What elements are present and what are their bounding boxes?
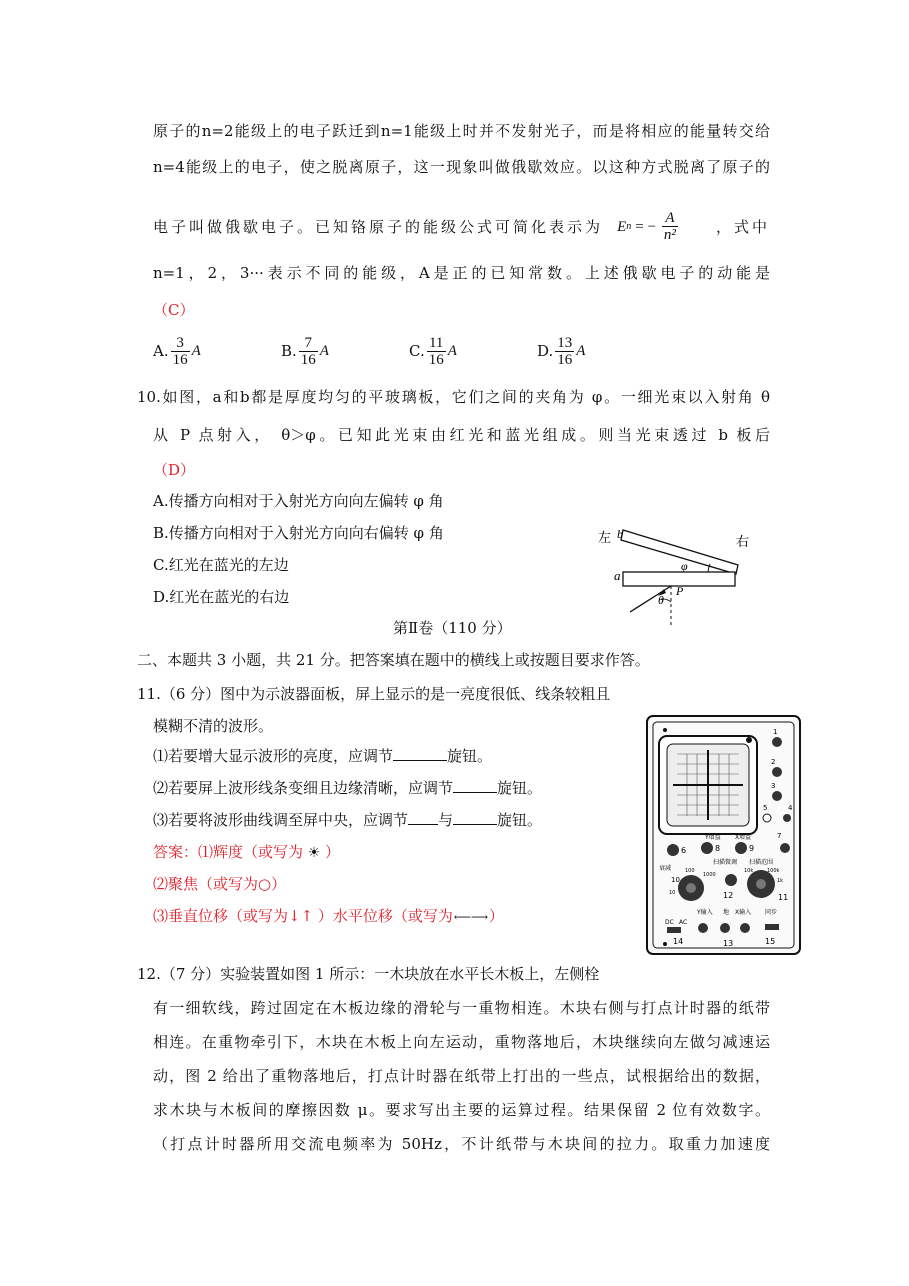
- ans3-end: ）: [488, 907, 504, 925]
- option-den: 16: [428, 351, 444, 368]
- svg-text:2: 2: [771, 758, 776, 766]
- sub1-end: 旋钮。: [447, 747, 493, 765]
- option-var: A: [191, 343, 201, 359]
- option-den: 16: [172, 351, 188, 368]
- q10-option-b: B.传播方向相对于入射光方向向右偏转 φ 角: [153, 524, 444, 542]
- sub3-end: 旋钮。: [497, 811, 543, 829]
- svg-text:10: 10: [671, 876, 680, 884]
- option-label: D.: [537, 342, 554, 360]
- q12-line-2: 有一细软线，跨过固定在木板边缘的滑轮与一重物相连。木块右侧与打点计时器的纸带: [153, 999, 770, 1017]
- label-phi: φ: [681, 559, 688, 573]
- option-num: 11: [427, 335, 446, 352]
- label-y-gain: Y增益: [705, 834, 721, 841]
- sub2-end: 旋钮。: [497, 779, 543, 797]
- svg-text:11: 11: [778, 893, 789, 902]
- ans1-text: 答案：⑴辉度（或写为: [153, 843, 304, 861]
- answer-blank-2: [453, 778, 497, 793]
- label-13: 13: [723, 939, 734, 948]
- q10-line-1: 10.如图，a和b都是厚度均匀的平玻璃板，它们之间的夹角为 φ。一细光束以入射角 θ: [137, 388, 770, 406]
- screw: [663, 942, 667, 946]
- q10-option-c: C.红光在蓝光的左边: [153, 556, 289, 574]
- option-num: 13: [557, 334, 573, 351]
- q11-answer-1: [153, 842, 340, 863]
- energy-formula: [617, 210, 680, 243]
- q9-options: [153, 331, 665, 371]
- q11-line-2: 模糊不清的波形。: [153, 717, 274, 735]
- section-title: 第Ⅱ卷（110 分）: [393, 619, 512, 637]
- label-x-input: X输入: [735, 909, 752, 916]
- plate-b: [621, 530, 738, 574]
- brightness-icon: ☀: [307, 845, 321, 861]
- q12-line-5: 求木块与木板间的摩擦因数 μ。要求写出主要的运算过程。结果保留 2 位有效数字。: [153, 1101, 770, 1119]
- option-label: B.: [281, 342, 297, 360]
- svg-text:3: 3: [771, 782, 776, 790]
- q11-sub-3: [153, 810, 542, 830]
- q9-answer-close: ）: [179, 301, 195, 319]
- sub3-text: ⑶若要将波形曲线调至屏中央，应调节: [153, 811, 409, 829]
- screw: [746, 737, 752, 743]
- range-10k: 10k: [744, 868, 754, 874]
- formula-sub: n: [626, 220, 632, 232]
- svg-text:14: 14: [673, 937, 684, 946]
- label-b: b: [617, 527, 623, 541]
- q9-option-d: [537, 335, 665, 368]
- q12-line-6: （打点计时器所用交流电频率为 50Hz，不计纸带与木块间的拉力。取重力加速度: [153, 1135, 770, 1153]
- screw: [663, 728, 667, 732]
- label-x-gain: X增益: [735, 834, 752, 841]
- q9-answer-open: （: [153, 301, 169, 319]
- option-var: A: [447, 343, 457, 359]
- svg-text:15: 15: [765, 937, 776, 946]
- label-p: P: [676, 584, 684, 598]
- q9-line-4: n=1，2，3···表示不同的能级，A是正的已知常数。上述俄歇电子的动能是: [153, 264, 770, 282]
- ans3-text: ⑶垂直位移（或写为↓↑ ）水平位移（或写为: [153, 907, 453, 925]
- q10-line-2: 从 P 点射入， θ＞φ。已知此光束由红光和蓝光组成。则当光束透过 b 板后: [153, 426, 770, 444]
- q9-line-3: [153, 210, 770, 243]
- q9-line-1: 原子的n=2能级上的电子跃迁到n=1能级上时并不发射光子，而是将相应的能量转交给: [153, 122, 770, 140]
- q10-option-d: D.红光在蓝光的右边: [153, 588, 290, 606]
- sub3-mid: 与: [438, 811, 454, 829]
- section-intro: 二、本题共 3 小题，共 21 分。把答案填在题中的横线上或按题目要求作答。: [137, 651, 650, 669]
- option-var: A: [319, 343, 329, 359]
- oscilloscope-panel: [645, 714, 803, 956]
- label-theta: θ: [658, 593, 664, 607]
- svg-text:5: 5: [763, 804, 768, 812]
- answer-blank-3: [408, 810, 438, 825]
- formula-lhs: E: [617, 218, 627, 235]
- svg-text:7: 7: [777, 832, 782, 840]
- option-fraction: [427, 335, 446, 368]
- q11-sub-2: [153, 778, 542, 798]
- option-fraction: [555, 335, 574, 368]
- svg-text:1: 1: [773, 728, 778, 736]
- label-left: 左: [598, 531, 612, 546]
- y-input-terminal: [698, 923, 708, 933]
- q9-option-a: [153, 335, 281, 368]
- glass-plates-figure: [590, 520, 760, 630]
- ground-terminal: [720, 923, 730, 933]
- q10-answer-open: （: [153, 461, 169, 479]
- option-den: 16: [557, 351, 573, 368]
- q12-line-4: 动，图 2 给出了重物落地后，打点计时器在纸带上打出的一些点，试根据给出的数据，: [153, 1067, 770, 1085]
- range-1k: 1k: [777, 878, 784, 884]
- knob-9: [735, 842, 754, 854]
- formula-fraction: [662, 210, 678, 243]
- q9-line-2: n=4能级上的电子，使之脱离原子，这一现象叫做俄歇效应。以这种方式脱离了原子的: [153, 158, 770, 176]
- range-1000: 1000: [703, 872, 716, 878]
- label-sync: 同步: [765, 909, 778, 916]
- q12-line-3: 相连。在重物牵引下，木块在木板上向左运动，重物落地后，木块继续向左做匀减速运: [153, 1033, 770, 1051]
- label-ground: 地: [723, 909, 730, 916]
- horizontal-shift-icon: ⟵⟶: [453, 910, 489, 924]
- svg-text:9: 9: [749, 844, 755, 853]
- q11-answer-2: ⑵聚焦（或写为○）: [153, 875, 287, 893]
- option-label: A.: [153, 342, 169, 360]
- svg-text:4: 4: [788, 804, 793, 812]
- option-num: 3: [171, 335, 190, 352]
- q10-answer-letter: D: [168, 461, 181, 479]
- q9-option-b: [281, 335, 409, 368]
- option-label: C.: [409, 342, 425, 360]
- ans1-end: ）: [325, 843, 341, 861]
- label-y-input: Y输入: [697, 909, 713, 916]
- range-10: 10: [669, 890, 676, 896]
- label-right: 右: [736, 535, 750, 550]
- q9-answer: [153, 300, 195, 320]
- q11-line-1: 11.（6 分）图中为示波器面板，屏上显示的是一亮度很低、线条较粗且: [137, 685, 611, 703]
- q10-option-a: A.传播方向相对于入射光方向向左偏转 φ 角: [153, 492, 444, 510]
- option-den: 16: [300, 351, 316, 368]
- q12-line-1: 12.（7 分）实验装置如图 1 所示：一木块放在水平长木板上，左侧栓: [137, 965, 600, 983]
- q11-answer-3: [153, 906, 504, 927]
- knob-8: [701, 842, 720, 854]
- svg-text:12: 12: [723, 891, 734, 900]
- label-dc: DC: [665, 919, 674, 926]
- answer-blank-1: [393, 746, 447, 761]
- range-100k: 100k: [767, 868, 780, 874]
- svg-text:6: 6: [681, 846, 687, 855]
- answer-blank-4: [453, 810, 497, 825]
- sub1-text: ⑴若要增大显示波形的亮度，应调节: [153, 747, 394, 765]
- formula-den: n²: [663, 227, 676, 243]
- q10-answer-close: ）: [180, 461, 196, 479]
- label-a: a: [614, 568, 621, 583]
- label-attenuation: 衰减: [659, 865, 672, 872]
- option-num: 7: [299, 335, 318, 352]
- formula-eq: = −: [635, 218, 656, 235]
- sub2-text: ⑵若要屏上波形线条变细且边缘清晰，应调节: [153, 779, 454, 797]
- q11-sub-1: [153, 746, 492, 766]
- x-input-terminal: [740, 923, 750, 933]
- q9-line-3-end: ，式中: [715, 217, 770, 236]
- q10-answer: [153, 460, 195, 480]
- formula-num: A: [662, 210, 678, 227]
- q9-answer-letter: C: [168, 301, 180, 319]
- range-100: 100: [685, 868, 695, 874]
- option-var: A: [576, 343, 586, 359]
- label-sweep-range: 扫描范围: [749, 859, 774, 866]
- svg-text:8: 8: [715, 844, 721, 853]
- q9-option-c: [409, 335, 537, 368]
- q9-line-3-text: 电子叫做俄歇电子。已知铬原子的能级公式可简化表示为: [153, 217, 604, 236]
- knob-6: [667, 844, 686, 856]
- label-ac: AC: [679, 919, 688, 926]
- option-fraction: [299, 335, 318, 368]
- option-fraction: [171, 335, 190, 368]
- label-sweep-fine: 扫描微调: [713, 859, 738, 866]
